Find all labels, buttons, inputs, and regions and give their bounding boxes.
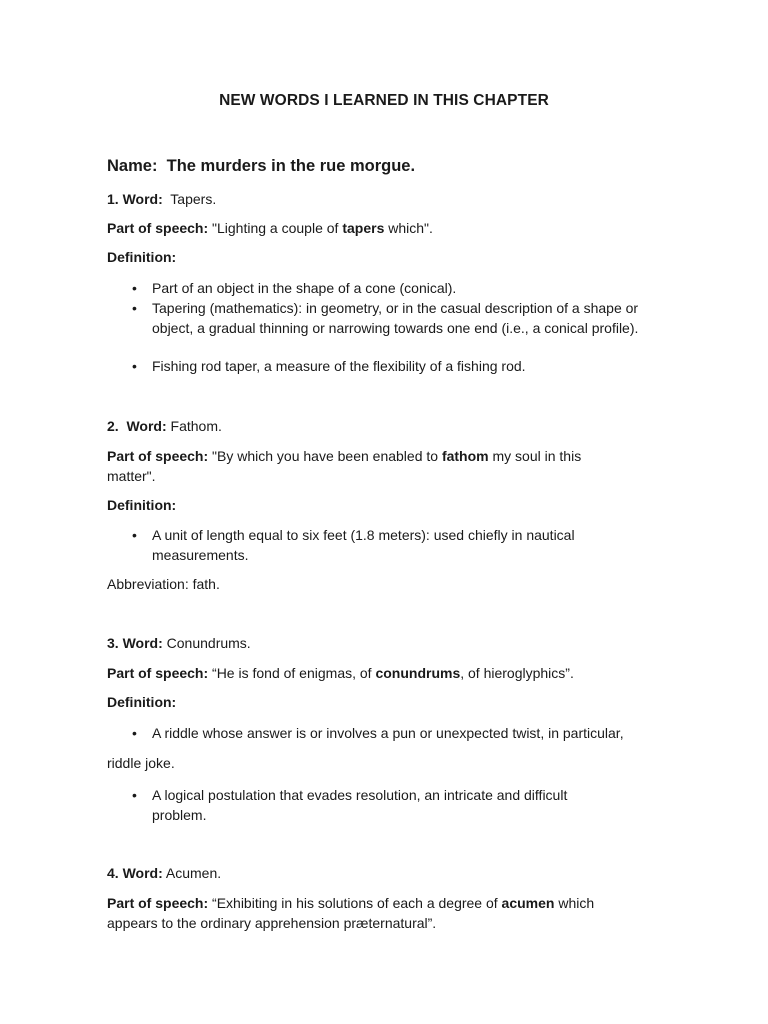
entry-3-number: 3. [107,635,119,651]
entry-3-pos-label: Part of speech: [107,665,209,681]
entry-3-definition-2: • A logical postulation that evades resolution, an intricate and difficult problem. [152,785,612,825]
entry-4-word: Acumen. [165,865,222,881]
entry-1-word: Tapers. [170,191,217,207]
entry-3-pos-bold: conundrums [375,665,461,681]
entry-3-word-label: Word: [122,635,163,651]
entry-1-number: 1. [107,191,119,207]
entry-2-pos-bold: fathom [441,448,489,464]
entry-2-pos-after: my soul in this matter". [107,448,582,484]
entry-2-pos-label: Part of speech: [107,448,209,464]
entry-3-pos-line [107,663,574,683]
entry-2-pos-before: "By which you have been enabled to [212,448,442,464]
entry-4-word-line [107,863,221,883]
entry-1-word-line [107,189,216,209]
entry-3-pos-after: , of hieroglyphics”. [460,665,574,681]
entry-3-pos-before: “He is fond of enigmas, of [212,665,376,681]
entry-3-note: riddle joke. [107,755,175,771]
entry-4-pos-before: “Exhibiting in his solutions of each a degree of [212,895,502,911]
entry-4-pos-label: Part of speech: [107,895,209,911]
entry-2-word-label: Word: [126,418,167,434]
document-name [107,157,415,176]
entry-1-definition-label: Definition: [107,249,177,265]
entry-1-definition-1: • Part of an object in the shape of a cone (conical). [152,278,662,298]
entry-4-number: 4. [107,865,119,881]
entry-1-definition-2: • Tapering (mathematics): in geometry, or in the casual description of a shape or object, a gradual thinning or narrowing towards one end (i.e., a conical profile). [152,298,662,338]
name-value: The murders in the rue morgue. [166,157,416,175]
entry-1-pos-bold: tapers [342,220,385,236]
entry-2-number: 2. [107,418,119,434]
entry-1-pos-line [107,218,433,238]
entry-1-word-label: Word: [122,191,163,207]
entry-3-word-line [107,633,251,653]
entry-4-pos-line [107,893,642,933]
entry-1-pos-before: "Lighting a couple of [212,220,343,236]
entry-4-word-label: Word: [122,865,163,881]
entry-1-pos-after: which". [384,220,433,236]
entry-1-pos-label: Part of speech: [107,220,209,236]
entry-1-definition-3: • Fishing rod taper, a measure of the flexibility of a fishing rod. [152,356,662,376]
document-title: NEW WORDS I LEARNED IN THIS CHAPTER [219,92,549,109]
entry-4-pos-after: which appears to the ordinary apprehension præternatural”. [107,895,595,931]
entry-2-definition-label: Definition: [107,497,177,513]
entry-2-word: Fathom. [170,418,222,434]
entry-3-definition-1: • A riddle whose answer is or involves a pun or unexpected twist, in particular, [152,723,662,743]
entry-2-pos-line [107,446,627,486]
entry-3-definition-label: Definition: [107,694,177,710]
name-label: Name: [107,157,158,175]
entry-4-pos-bold: acumen [501,895,555,911]
entry-2-definition-1: • A unit of length equal to six feet (1.8 meters): used chiefly in nautical measurements. [152,525,622,565]
entry-2-word-line [107,416,222,436]
entry-2-note: Abbreviation: fath. [107,576,220,592]
entry-3-word: Conundrums. [166,635,251,651]
